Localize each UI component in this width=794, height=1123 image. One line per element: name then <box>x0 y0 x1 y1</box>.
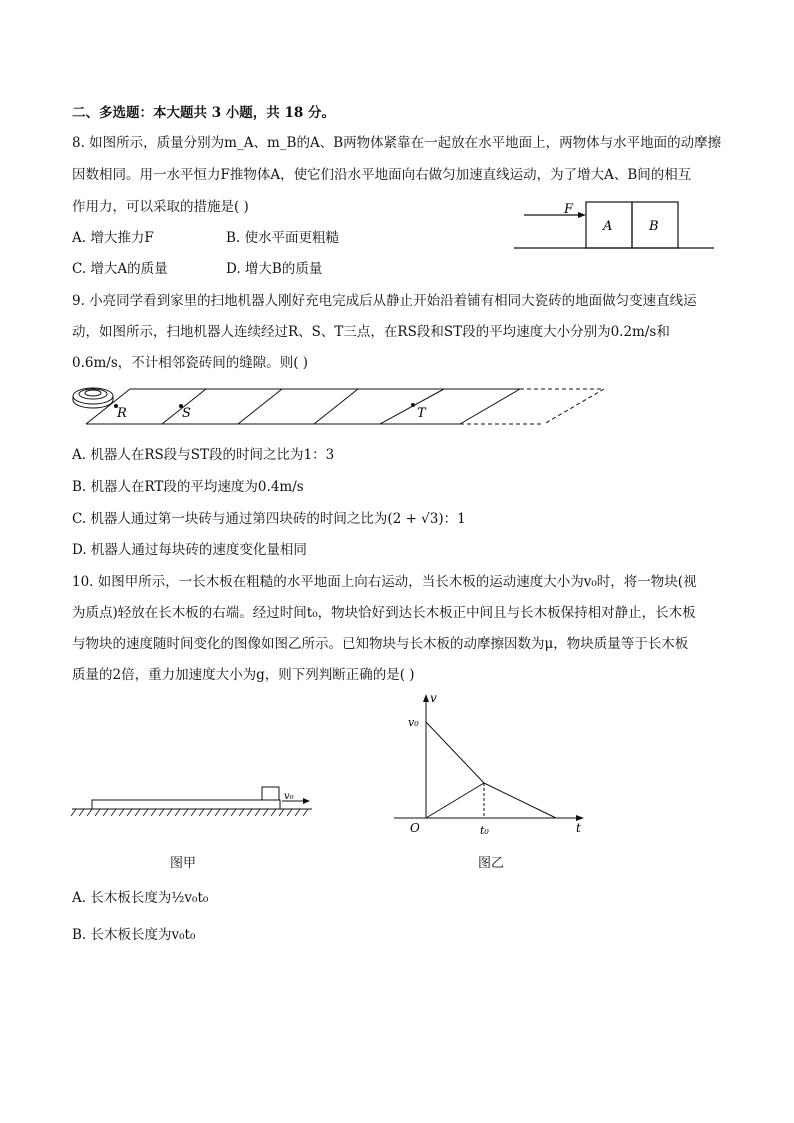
point-t-label: T <box>417 406 426 421</box>
ground-hatch <box>303 809 308 816</box>
point-r-label: R <box>117 406 127 421</box>
t0-label: t₀ <box>480 824 489 837</box>
q10-option-a: A. 长木板长度为½v₀t₀ <box>72 890 209 906</box>
q8-option-c: C. 增大A的质量 <box>72 261 168 277</box>
q8-option-d: D. 增大B的质量 <box>226 261 323 277</box>
q10-line-3: 与物块的速度随时间变化的图像如图乙所示。已知物块与长木板的动摩擦因数为μ，物块质量等于长木板 <box>72 636 689 652</box>
ground-hatch <box>119 809 124 816</box>
q10-option-b: B. 长木板长度为v₀t₀ <box>72 927 196 943</box>
velocity-time-graph <box>392 688 592 838</box>
ground-hatch <box>79 809 84 816</box>
q8-line-2: 因数相同。用一水平恒力F推物体A，使它们沿水平地面向右做匀加速直线运动，为了增大A、B间的相互 <box>72 167 692 183</box>
q9-line-2: 动，如图所示，扫地机器人连续经过R、S、T三点，在RS段和ST段的平均速度大小分别为0.2m/s和 <box>72 324 670 340</box>
ground-hatch <box>135 809 140 816</box>
q9-option-b: B. 机器人在RT段的平均速度为0.4m/s <box>72 479 304 495</box>
ground-hatch <box>183 809 188 816</box>
q8-option-a: A. 增大推力F <box>72 230 154 246</box>
q10-line-2: 为质点)轻放在长木板的右端。经过时间t₀，物块恰好到达长木板正中间且与长木板保持相对静止，长木板 <box>72 605 696 621</box>
velocity-label: v₀ <box>284 791 294 802</box>
q9-line-3: 0.6m/s，不计相邻瓷砖间的缝隙。则( ) <box>72 355 309 371</box>
ground-hatch <box>199 809 204 816</box>
ground-hatch <box>223 809 228 816</box>
ground-hatch <box>127 809 132 816</box>
ground-hatch <box>103 809 108 816</box>
q10-line-4: 质量的2倍，重力加速度大小为g，则下列判断正确的是( ) <box>72 667 415 683</box>
ground-hatch <box>215 809 220 816</box>
ground-hatch <box>71 809 76 816</box>
q8-line-1: 8. 如图所示，质量分别为m_A、m_B的A、B两物体紧靠在一起放在水平地面上，两物体与水平地面的动摩擦 <box>72 135 722 151</box>
ground-hatch <box>95 809 100 816</box>
ground-hatch <box>207 809 212 816</box>
ground-hatch <box>159 809 164 816</box>
q9-tiles-figure <box>68 383 608 429</box>
q10-line-1: 10. 如图甲所示，一长木板在粗糙的水平地面上向右运动，当长木板的运动速度大小为v₀时，将一物块(视 <box>72 574 697 590</box>
q8-option-b: B. 使水平面更粗糙 <box>226 230 340 246</box>
q9-option-c: C. 机器人通过第一块砖与通过第四块砖的时间之比为(2 + √3)：1 <box>72 511 466 527</box>
ground-hatch <box>231 809 236 816</box>
ground-hatch <box>239 809 244 816</box>
ground-hatch <box>175 809 180 816</box>
q9-option-a: A. 机器人在RS段与ST段的时间之比为1：3 <box>72 447 335 463</box>
block-b-label: B <box>649 219 659 234</box>
section-header: 二、多选题：本大题共 3 小题，共 18 分。 <box>72 105 335 121</box>
ground-hatch <box>279 809 284 816</box>
ground-hatch <box>191 809 196 816</box>
origin-label: O <box>410 821 420 835</box>
force-label: F <box>564 202 574 217</box>
axis-t-label: t <box>576 821 581 835</box>
ground-hatch <box>111 809 116 816</box>
figure-yi-caption: 图乙 <box>478 856 505 871</box>
ground-hatch <box>87 809 92 816</box>
block-a-label: A <box>603 219 613 234</box>
figure-jia-caption: 图甲 <box>170 856 197 871</box>
ground-hatch <box>271 809 276 816</box>
q8-blocks-figure <box>510 198 720 252</box>
q9-line-1: 9. 小亮同学看到家里的扫地机器人刚好充电完成后从静止开始沿着铺有相同大瓷砖的地面做匀变速直线运 <box>72 293 697 309</box>
board-block-figure <box>70 783 320 823</box>
ground-hatch <box>295 809 300 816</box>
q8-line-3: 作用力，可以采取的措施是( ) <box>72 199 249 215</box>
point-s-label: S <box>182 406 191 421</box>
ground-hatch <box>255 809 260 816</box>
ground-hatch <box>247 809 252 816</box>
ground-hatch <box>151 809 156 816</box>
ground-hatch <box>167 809 172 816</box>
v0-label: v₀ <box>408 716 419 729</box>
ground-hatch <box>143 809 148 816</box>
axis-v-label: v <box>430 691 437 705</box>
q9-option-d: D. 机器人通过每块砖的速度变化量相同 <box>72 542 307 558</box>
ground-hatch <box>263 809 268 816</box>
ground-hatch <box>287 809 292 816</box>
